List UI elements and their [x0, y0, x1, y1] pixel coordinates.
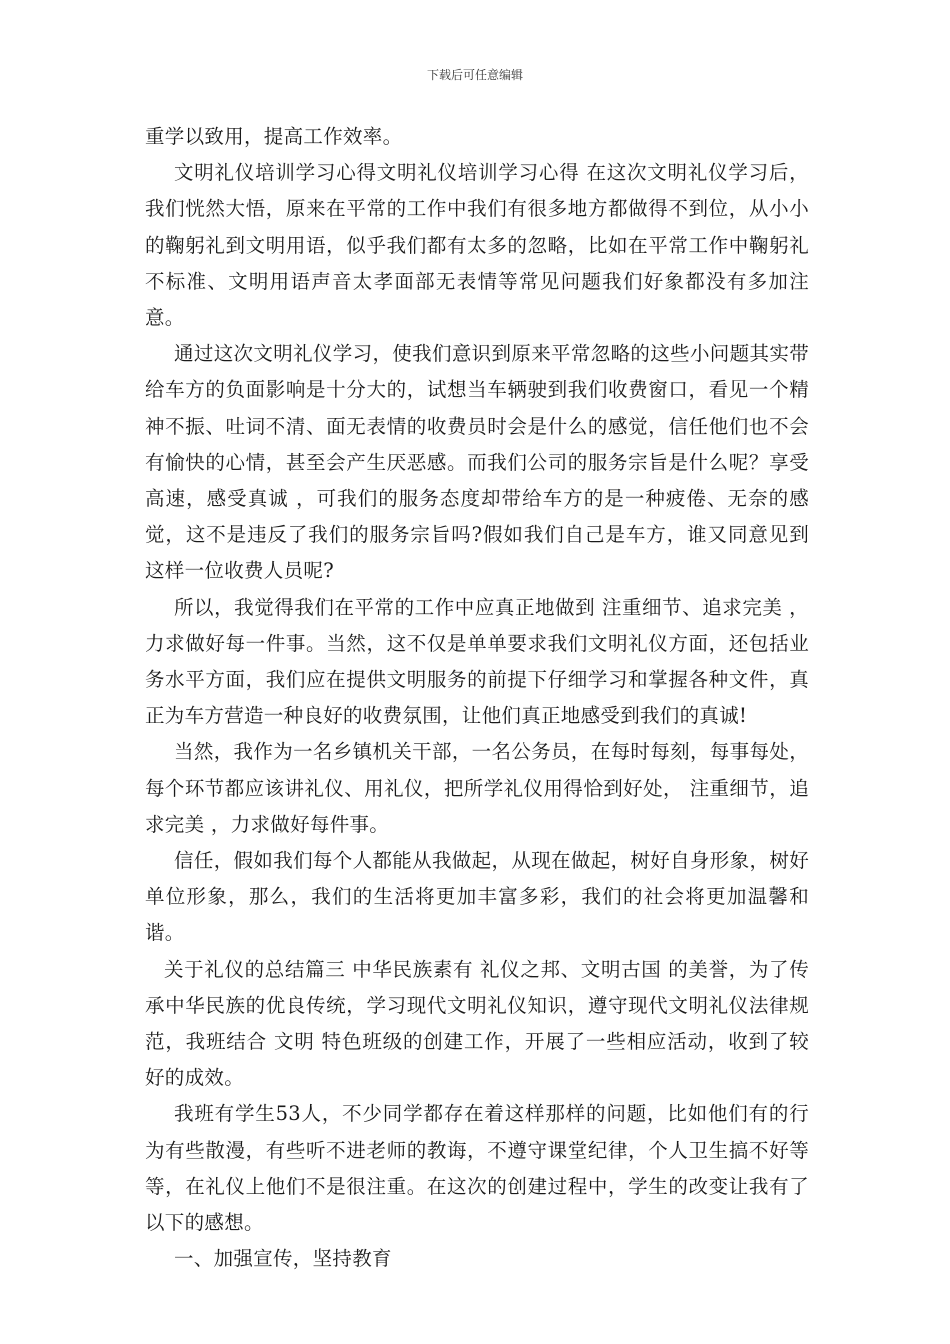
- paragraph-5: 当然，我作为一名乡镇机关干部，一名公务员，在每时每刻，每事每处，每个环节都应该讲礼仪、用礼仪，把所学礼仪用得恰到好处， 注重细节，追求完美 ，力求做好每件事。: [145, 740, 809, 836]
- paragraph-3: 通过这次文明礼仪学习，使我们意识到原来平常忽略的这些小问题其实带给车方的负面影响是十分大的，试想当车辆驶到我们收费窗口，看见一个精神不振、吐词不清、面无表情的收费员时会是什么的感觉，信任他们也不会有愉快的心情，甚至会产生厌恶感。而我们公司的服务宗旨是什么呢？享受高速，感受真诚 ，可我们的服务态度却带给车方的是一种疲倦、无奈的感觉，这不是违反了我们的服务宗旨吗?假如我们自己是车方，谁又同意见到这样一位收费人员呢?: [145, 342, 809, 583]
- section-heading: 一、加强宣传，坚持教育: [174, 1247, 392, 1271]
- paragraph-6: 信任，假如我们每个人都能从我做起，从现在做起，树好自身形象，树好单位形象，那么，我们的生活将更加丰富多彩，我们的社会将更加温馨和谐。: [145, 849, 809, 945]
- paragraph-4: 所以，我觉得我们在平常的工作中应真正地做到 注重细节、追求完美 ，力求做好每一件事。当然，这不仅是单单要求我们文明礼仪方面，还包括业务水平方面，我们应在提供文明服务的前提下仔细学习和掌握各种文件，真正为车方营造一种良好的收费氛围，让他们真正地感受到我们的真诚!: [145, 595, 809, 728]
- paragraph-7: 关于礼仪的总结篇三 中华民族素有 礼仪之邦、文明古国 的美誉，为了传承中华民族的优良传统，学习现代文明礼仪知识，遵守现代文明礼仪法律规范，我班结合 文明 特色班级的创建工作，开展了一些相应活动，收到了较好的成效。: [145, 957, 809, 1090]
- paragraph-8: 我班有学生53人，不少同学都存在着这样那样的问题，比如他们有的行为有些散漫，有些听不进老师的教诲，不遵守课堂纪律，个人卫生搞不好等等，在礼仪上他们不是很注重。在这次的创建过程中，学生的改变让我有了以下的感想。: [145, 1102, 809, 1235]
- paragraph-1: 重学以致用，提高工作效率。: [145, 125, 403, 148]
- page-header: 下载后可任意编辑: [426, 68, 523, 82]
- paragraph-2: 文明礼仪培训学习心得文明礼仪培训学习心得 在这次文明礼仪学习后，我们恍然大悟，原来在平常的工作中我们有很多地方都做得不到位，从小小的鞠躬礼到文明用语，似乎我们都有太多的忽略，比如在平常工作中鞠躬礼不标准、文明用语声音太孝面部无表情等常见问题我们好象都没有多加注意。: [145, 161, 809, 330]
- document-body: [145, 119, 809, 1278]
